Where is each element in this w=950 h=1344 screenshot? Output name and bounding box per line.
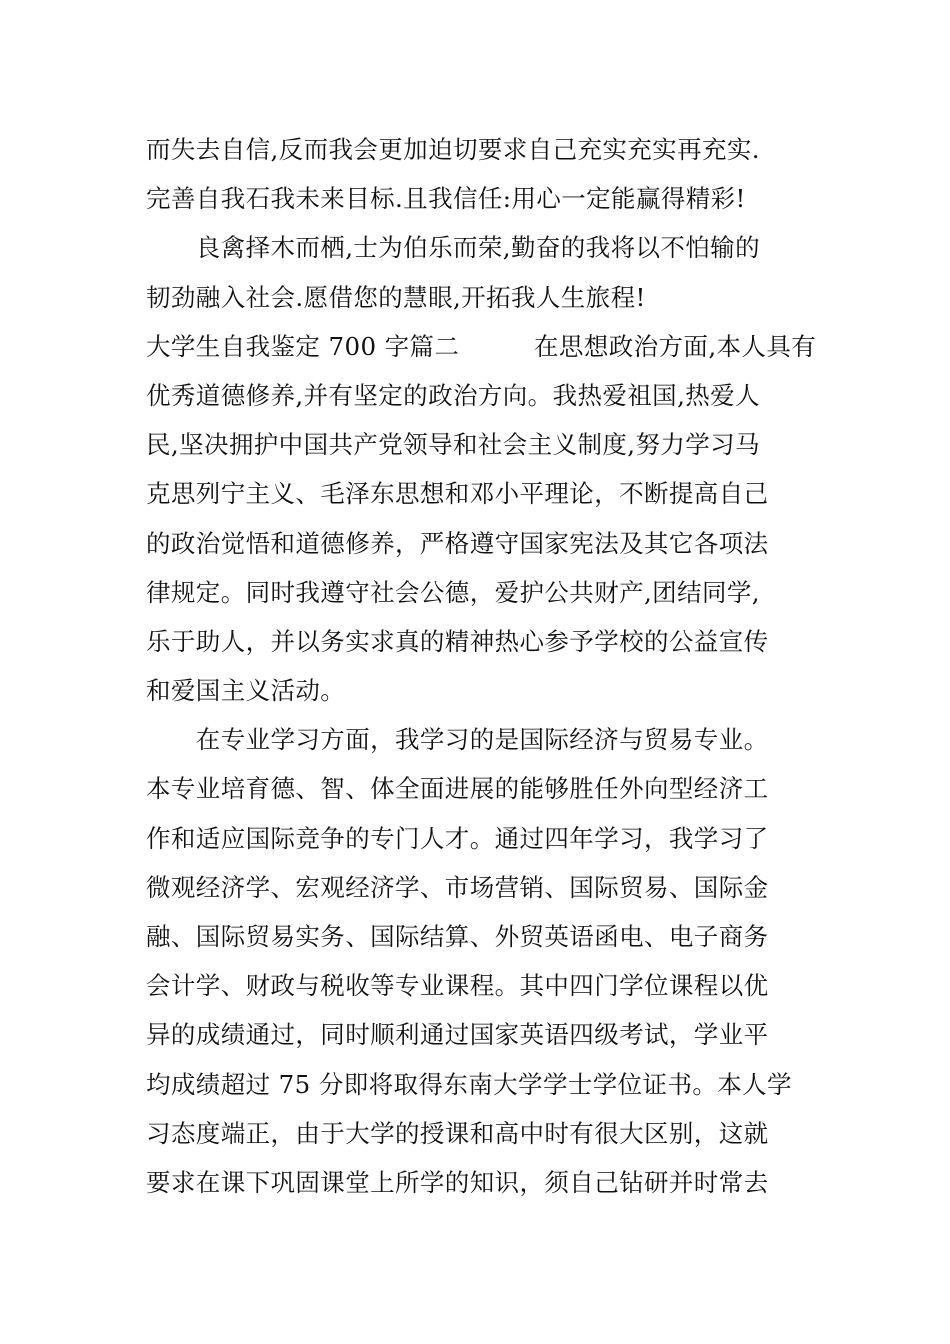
text-line: 异的成绩通过，同时顺利通过国家英语四级考试，学业平: [146, 1020, 769, 1050]
text-line: 在专业学习方面，我学习的是国际经济与贸易专业。: [146, 725, 769, 755]
text-line: 乐于助人，并以务实求真的精神热心参予学校的公益宣传: [146, 626, 769, 656]
text-line: 习态度端正，由于大学的授课和高中时有很大区别，这就: [146, 1118, 769, 1148]
text-line: 韧劲融入社会.愿借您的慧眼,开拓我人生旅程!: [146, 282, 646, 312]
text-line: 会计学、财政与税收等专业课程。其中四门学位课程以优: [146, 971, 769, 1001]
text-line: 和爱国主义活动。: [146, 676, 346, 706]
text-line: 完善自我石我未来目标.且我信任:用心一定能赢得精彩!: [146, 184, 746, 214]
text-line: 本专业培育德、智、体全面进展的能够胜任外向型经济工: [146, 774, 769, 804]
text-line: 融、国际贸易实务、国际结算、外贸英语函电、电子商务: [146, 922, 769, 951]
text-line: 良禽择木而栖,士为伯乐而荣,勤奋的我将以不怕输的: [146, 233, 760, 263]
text-line: 微观经济学、宏观经济学、市场营销、国际贸易、国际金: [146, 872, 769, 902]
text-line: 律规定。同时我遵守社会公德，爱护公共财产,团结同学,: [146, 577, 760, 607]
text-line: 优秀道德修养,并有坚定的政治方向。我热爱祖国,热爱人: [146, 380, 760, 410]
text-line: 的政治觉悟和道德修养，严格遵守国家宪法及其它各项法: [146, 528, 769, 558]
section-heading-line: 大学生自我鉴定 700 字篇二 在思想政治方面,本人具有: [146, 331, 817, 361]
text-line: 而失去自信,反而我会更加迫切要求自己充实充实再充实.: [146, 135, 760, 164]
text-line: 作和适应国际竞争的专门人才。通过四年学习，我学习了: [146, 823, 769, 853]
text-line: 民,坚决拥护中国共产党领导和社会主义制度,努力学习马: [146, 430, 760, 460]
document-body: [146, 125, 816, 1207]
text-line: 要求在课下巩固课堂上所学的知识，须自己钻研并时常去: [146, 1167, 769, 1197]
text-line: 均成绩超过 75 分即将取得东南大学学士学位证书。本人学: [146, 1069, 792, 1099]
text-line: 克思列宁主义、毛泽东思想和邓小平理论，不断提高自己: [146, 479, 769, 509]
